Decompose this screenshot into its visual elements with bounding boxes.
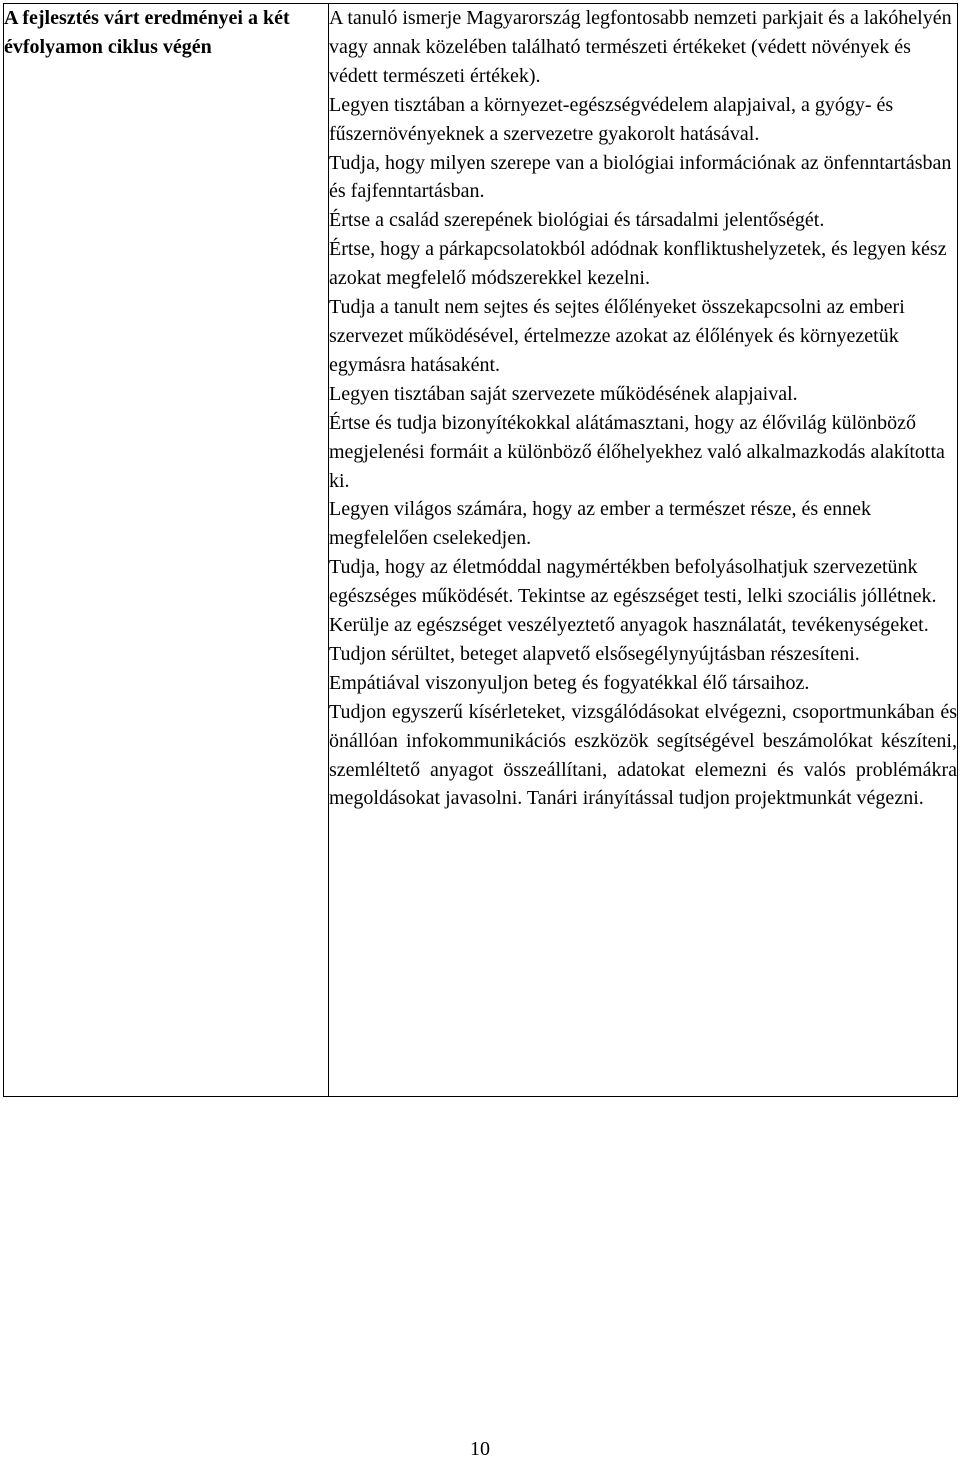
outcomes-table — [3, 3, 958, 1097]
outcome-paragraph: Legyen tisztában a környezet-egészségvédelem alapjaival, a gyógy- és fűszernövényeknek a szervezetre gyakorolt hatásával. — [329, 93, 894, 145]
outcome-paragraph: A tanuló ismerje Magyarország legfontosabb nemzeti parkjait és a lakóhelyén vagy annak közelében található természeti értékeket (védett növények és védett természeti értékek). — [329, 7, 952, 87]
outcome-paragraph: Tudja, hogy milyen szerepe van a biológiai információnak az önfenntartásban és fajfenntartásban. — [329, 151, 952, 203]
outcome-paragraph: Értse és tudja bizonyítékokkal alátámasztani, hogy az élővilág különböző megjelenési formáit a különböző élőhelyekhez való alkalmazkodás alakította ki. — [329, 411, 945, 492]
outcome-paragraph: Értse, hogy a párkapcsolatokból adódnak konfliktushelyzetek, és legyen kész azokat megfelelő módszerekkel kezelni. — [329, 238, 947, 290]
outcome-paragraph: Legyen tisztában saját szervezete működésének alapjaival. — [329, 382, 798, 405]
page-number: 10 — [470, 1438, 490, 1460]
outcome-paragraph: Tudja a tanult nem sejtes és sejtes élőlényeket összekapcsolni az emberi szervezet működésével, értelmezze azokat az élőlények és környezetük egymásra hatásaként. — [329, 296, 905, 376]
outcome-paragraph: Empátiával viszonyuljon beteg és fogyatékkal élő társaihoz. — [329, 671, 810, 694]
outcome-paragraph: Kerülje az egészséget veszélyeztető anyagok használatát, tevékenységeket. — [329, 614, 929, 637]
outcomes-cell — [329, 4, 958, 1097]
table-row — [4, 4, 958, 1097]
outcome-paragraph: Tudja, hogy az életmóddal nagymértékben befolyásolhatjuk szervezetünk egészséges működését. Tekintse az egészséget testi, lelki szociális jóllétnek. — [329, 556, 937, 608]
row-heading: A fejlesztés várt eredményei a két évfolyamon ciklus végén — [4, 7, 290, 58]
row-heading-cell — [4, 4, 329, 1097]
outcome-paragraph: Tudjon sérültet, beteget alapvető elsősegélynyújtásban részesíteni. — [329, 642, 860, 665]
outcome-paragraph: Legyen világos számára, hogy az ember a természet része, és ennek megfelelően cselekedjen. — [329, 498, 871, 550]
outcome-paragraph: Értse a család szerepének biológiai és társadalmi jelentőségét. — [329, 209, 825, 232]
outcome-paragraph: Tudjon egyszerű kísérleteket, vizsgálódásokat elvégezni, csoportmunkában és önállóan infokommunikációs eszközök segítségével beszámolókat készíteni, szemléltető anyagot összeállítani, adatokat elemezni és valós problémákra megoldásokat javasolni. Tanári irányítással tudjon projektmunkát végezni. — [329, 700, 957, 810]
